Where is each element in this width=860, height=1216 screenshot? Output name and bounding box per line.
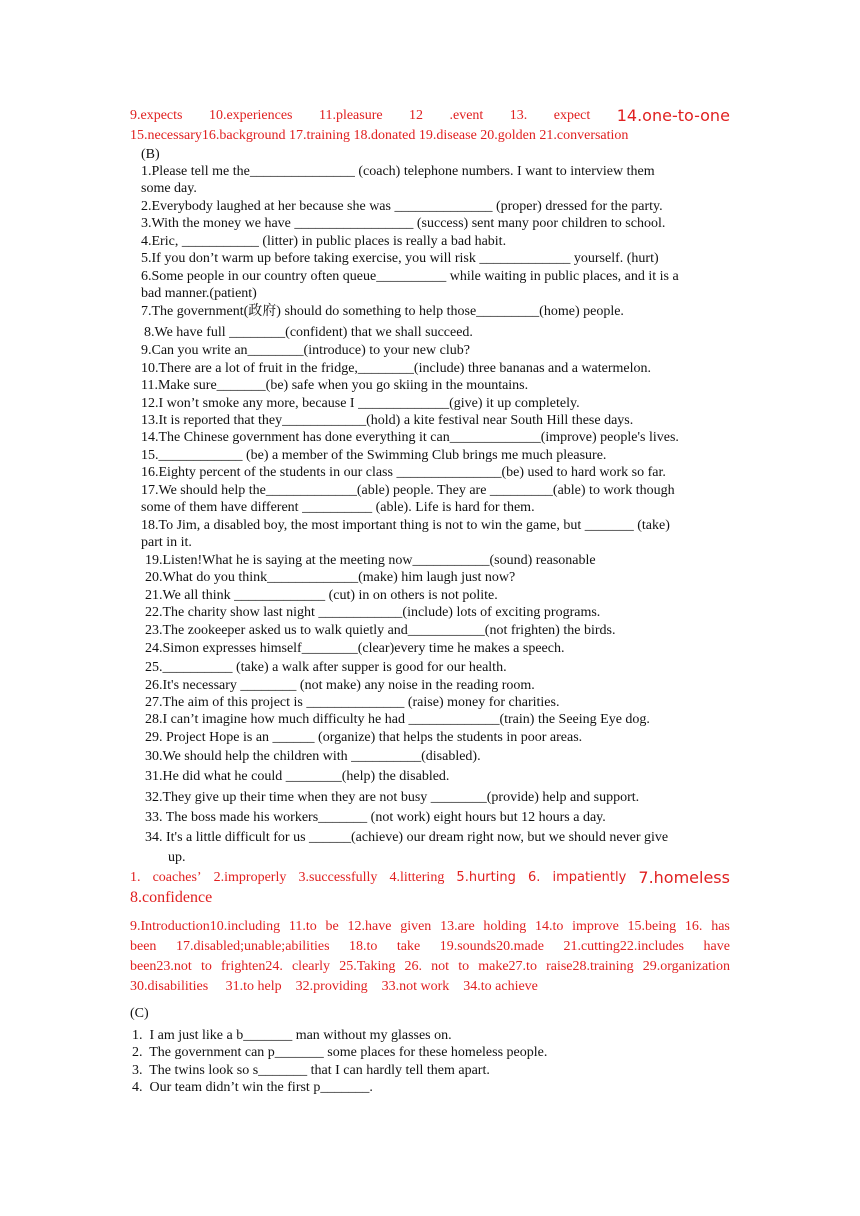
- answers-a-row1: [130, 107, 730, 124]
- question-line: 17.We should help the_____________(able) people. They are _________(able) to work though: [141, 483, 675, 498]
- question-line: 11.Make sure_______(be) safe when you go skiing in the mountains.: [141, 378, 529, 393]
- answer-item: 11.pleasure: [318, 108, 383, 123]
- question-line: 33. The boss made his workers_______ (not work) eight hours but 12 hours a day.: [145, 810, 606, 825]
- answer-item: 10.experiences: [208, 108, 293, 123]
- question-line: 13.It is reported that they____________(hold) a kite festival near South Hill these days.: [141, 413, 634, 428]
- question-line: 29. Project Hope is an ______ (organize) that helps the students in poor areas.: [145, 730, 583, 745]
- question-line: 3. The twins look so s_______ that I can hardly tell them apart.: [132, 1063, 490, 1078]
- answer-item: 14.one-to-one: [616, 106, 730, 125]
- question-line: up.: [168, 850, 186, 865]
- question-line: 12.I won’t smoke any more, because I _____________(give) it up completely.: [141, 396, 580, 411]
- question-line: 23.The zookeeper asked us to walk quietly and___________(not frighten) the birds.: [145, 623, 616, 638]
- question-line: 25.__________ (take) a walk after supper is good for our health.: [145, 660, 507, 675]
- answers-a-row2: 15.necessary16.background 17.training 18.donated 19.disease 20.golden 21.conversation: [130, 128, 629, 143]
- question-line: 26.It's necessary ________ (not make) any noise in the reading room.: [145, 678, 535, 693]
- question-line: 14.The Chinese government has done everything it can_____________(improve) people's lives.: [141, 430, 679, 445]
- answer-item: 12: [409, 108, 424, 123]
- answer-item: .event: [449, 108, 484, 123]
- question-line: 4. Our team didn’t win the first p_______.: [132, 1080, 373, 1095]
- question-line: part in it.: [141, 535, 192, 550]
- question-line: 3.With the money we have _________________ (success) sent many poor children to school.: [141, 216, 666, 231]
- question-line: 30.We should help the children with __________(disabled).: [145, 749, 481, 764]
- question-line: 5.If you don’t warm up before taking exercise, you will risk _____________ yourself. (hurt): [141, 251, 659, 266]
- answers-b-row4: been 17.disabled;unable;abilities 18.to take 19.sounds20.made 21.cutting22.includes have: [130, 939, 730, 954]
- question-line: some of them have different __________ (able). Life is hard for them.: [141, 500, 535, 515]
- question-line: 16.Eighty percent of the students in our class _______________(be) used to hard work so far.: [141, 465, 666, 480]
- question-line: 18.To Jim, a disabled boy, the most important thing is not to win the game, but _______ (take): [141, 518, 670, 533]
- answers-b-row1: 1. coaches’ 2.improperly 3.successfully 4.littering 5.hurting 6. impatiently 7.homeless: [130, 868, 730, 887]
- answer-item: expect: [553, 108, 591, 123]
- question-line: 8.We have full ________(confident) that we shall succeed.: [144, 325, 473, 340]
- answers-b-row3: 9.Introduction10.including 11.to be 12.have given 13.are holding 14.to improve 15.being 16. has: [130, 919, 730, 934]
- question-line: 6.Some people in our country often queue__________ while waiting in public places, and it is a: [141, 269, 679, 284]
- question-line: 28.I can’t imagine how much difficulty he had _____________(train) the Seeing Eye dog.: [145, 712, 650, 727]
- answers-b-row5: been23.not to frighten24. clearly 25.Taking 26. not to make27.to raise28.training 29.organization: [130, 959, 730, 974]
- question-line: 2. The government can p_______ some places for these homeless people.: [132, 1045, 548, 1060]
- question-line: 1. I am just like a b_______ man without my glasses on.: [132, 1028, 452, 1043]
- answer-item: 9.expects: [130, 108, 183, 123]
- question-line: 34. It's a little difficult for us ______(achieve) our dream right now, but we should never give: [145, 830, 669, 845]
- section-b-label: (B): [141, 147, 160, 162]
- question-line: 19.Listen!What he is saying at the meeting now___________(sound) reasonable: [145, 553, 596, 568]
- question-line: 22.The charity show last night ____________(include) lots of exciting programs.: [145, 605, 601, 620]
- question-line: 1.Please tell me the_______________ (coach) telephone numbers. I want to interview them: [141, 164, 655, 179]
- question-line: 15.____________ (be) a member of the Swimming Club brings me much pleasure.: [141, 448, 607, 463]
- question-line: some day.: [141, 181, 197, 196]
- question-line: 4.Eric, ___________ (litter) in public places is really a bad habit.: [141, 234, 507, 249]
- answers-b-row6: 30.disabilities 31.to help 32.providing 33.not work 34.to achieve: [130, 979, 538, 994]
- question-line: bad manner.(patient): [141, 286, 257, 301]
- question-line: 21.We all think _____________ (cut) in on others is not polite.: [145, 588, 498, 603]
- answers-b-row2: 8.confidence: [130, 889, 213, 906]
- question-line: 2.Everybody laughed at her because she was ______________ (proper) dressed for the party.: [141, 199, 663, 214]
- question-line: 20.What do you think_____________(make) him laugh just now?: [145, 570, 516, 585]
- question-line: 7.The government(政府) should do something to help those_________(home) people.: [141, 304, 624, 319]
- question-line: 9.Can you write an________(introduce) to your new club?: [141, 343, 470, 358]
- answer-item: 13.: [509, 108, 528, 123]
- question-line: 10.There are a lot of fruit in the fridge,________(include) three bananas and a watermelon.: [141, 361, 652, 376]
- question-line: 24.Simon expresses himself________(clear)every time he makes a speech.: [145, 641, 565, 656]
- section-c-label: (C): [130, 1006, 149, 1021]
- question-line: 31.He did what he could ________(help) the disabled.: [145, 769, 450, 784]
- question-line: 32.They give up their time when they are not busy ________(provide) help and support.: [145, 790, 640, 805]
- question-line: 27.The aim of this project is ______________ (raise) money for charities.: [145, 695, 560, 710]
